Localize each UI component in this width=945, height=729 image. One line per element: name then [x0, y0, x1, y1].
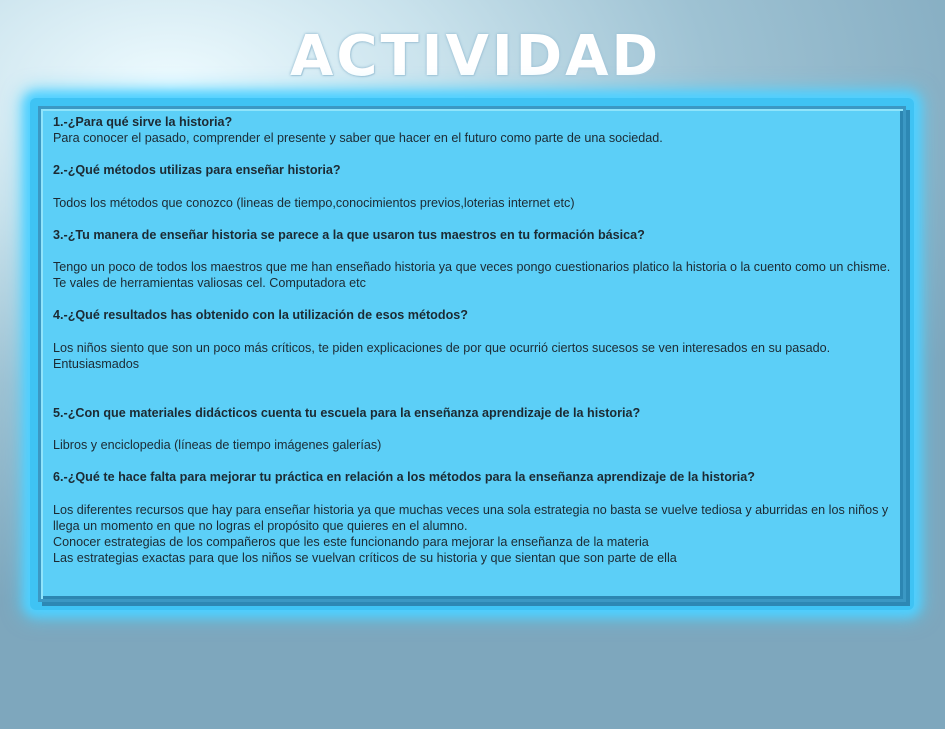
- answer-6-line-1: Los diferentes recursos que hay para enseñar historia ya que muchas veces una sola estrategia no basta se vuelve tediosa y aburridas en los niños y llega un momento en que no logras el propósito que quieres en el alumno.: [53, 502, 889, 533]
- question-1: 1.-¿Para qué sirve la historia?: [53, 115, 233, 129]
- question-5: 5.-¿Con que materiales didácticos cuenta tu escuela para la enseñanza aprendizaje de la historia?: [53, 406, 641, 421]
- question-3: 3.-¿Tu manera de enseñar historia se parece a la que usaron tus maestros en tu formación básica?: [53, 227, 645, 242]
- answer-3-line-2: Te vales de herramientas valiosas cel. Computadora etc: [53, 276, 366, 291]
- answer-2-line-1: Todos los métodos que conozco (lineas de tiempo,conocimientos previos,loterias internet etc): [53, 195, 575, 210]
- answer-1-line-1: Para conocer el pasado, comprender el presente y saber que hacer en el futuro como parte de una sociedad.: [53, 131, 663, 146]
- question-2: 2.-¿Qué métodos utilizas para enseñar historia?: [53, 163, 341, 178]
- answer-5-line-1: Libros y enciclopedia (líneas de tiempo imágenes galerías): [53, 438, 382, 453]
- answer-4-line-1: Los niños siento que son un poco más críticos, te piden explicaciones de por que ocurrió ciertos sucesos se ven interesados en su pasado. Entusiasmados: [53, 340, 831, 371]
- answer-6-line-3: Las estrategias exactas para que los niños se vuelvan críticos de su historia y que sientan que son parte de ella: [53, 551, 677, 566]
- answer-6-line-2: Conocer estrategias de los compañeros que les este funcionando para mejorar la enseñanza de la materia: [53, 535, 649, 550]
- question-6: 6.-¿Qué te hace falta para mejorar tu práctica en relación a los métodos para la enseñanza aprendizaje de la historia?: [53, 470, 755, 485]
- answer-3-line-1: Tengo un poco de todos los maestros que me han enseñado historia ya que veces pongo cuestionarios platico la historia o la cuento como un chisme.: [53, 260, 891, 275]
- slide-title: ACTIVIDAD: [290, 24, 661, 89]
- qa-content: [53, 114, 903, 566]
- question-4: 4.-¿Qué resultados has obtenido con la utilización de esos métodos?: [53, 308, 468, 323]
